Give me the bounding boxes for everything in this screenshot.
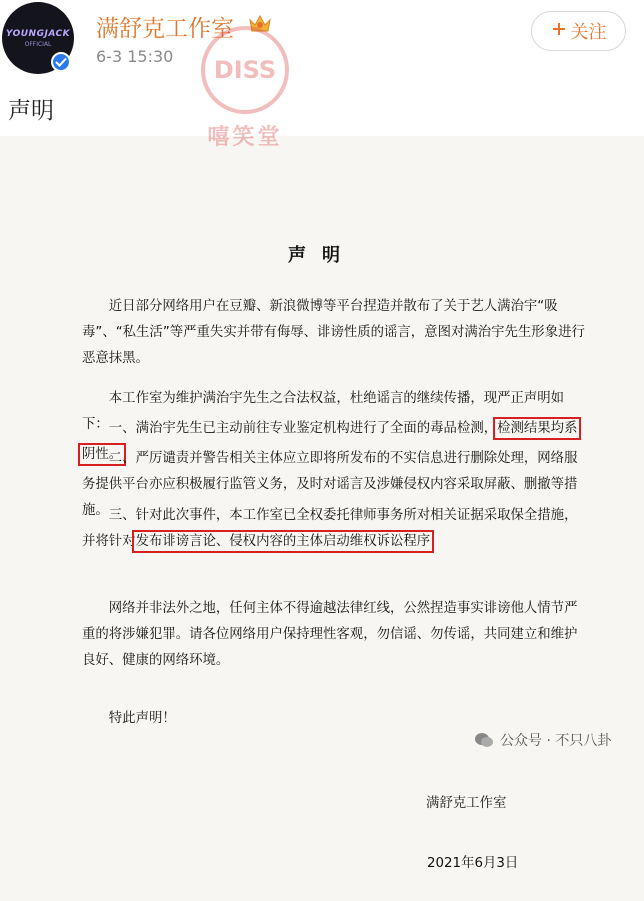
follow-button[interactable] bbox=[531, 11, 626, 51]
highlight-box-1: 检测结果均系阴性。 bbox=[82, 421, 578, 462]
item-1-text: 一、满治宇先生已主动前往专业鉴定机构进行了全面的毒品检测， bbox=[108, 421, 498, 436]
highlight-box-2: 发布诽谤言论、侵权内容的主体启动维权诉讼程序 bbox=[135, 534, 431, 549]
wechat-icon bbox=[474, 732, 494, 748]
post-text: 声明 bbox=[8, 98, 54, 124]
follow-label: 关注 bbox=[570, 22, 607, 43]
paragraph-rumor: 近日部分网络用户在豆瓣、新浪微博等平台捏造并散布了关于艺人满治宇“吸毒”、“私生活”等严重失实并带有侮辱、诽谤性质的谣言，意图对满治宇先生形象进行恶意抹黑。 bbox=[82, 299, 585, 366]
paragraph-warning: 网络并非法外之地，任何主体不得逾越法律红线，公然捏造事实诽谤他人情节严重的将涉嫌犯罪。请各位网络用户保持理性客观，勿信谣、勿传谣，共同建立和维护良好、健康的网络环境。 bbox=[82, 601, 578, 668]
paragraph-intro: 本工作室为维护满治宇先生之合法权益，杜绝谣言的继续传播，现严正声明如下： bbox=[82, 391, 565, 432]
document-title: 声明 bbox=[288, 245, 356, 266]
document-date: 2021年6月3日 bbox=[427, 856, 519, 871]
item-2: 二、严厉谴责并警告相关主体应立即将所发布的不实信息进行删除处理，网络服务提供平台亦应积极履行监管义务，及时对谣言及涉嫌侵权内容采取屏蔽、删撤等措施。 bbox=[82, 451, 578, 518]
source-label: 公众号 · 不只八卦 bbox=[500, 733, 612, 749]
watermark bbox=[190, 56, 300, 296]
closing: 特此声明！ bbox=[108, 711, 176, 726]
watermark-name: 嘻笑堂 bbox=[207, 125, 283, 150]
avatar-line-2: OFFICIAL bbox=[24, 40, 52, 48]
watermark-logo: DISS bbox=[201, 26, 289, 114]
item-3 bbox=[82, 503, 588, 555]
signer: 满舒克工作室 bbox=[426, 796, 507, 811]
plus-icon bbox=[551, 21, 567, 42]
avatar-line-1: YOUNGJACK bbox=[5, 28, 71, 39]
timestamp: 6-3 15:30 bbox=[96, 47, 174, 66]
source-credit bbox=[474, 730, 611, 750]
verified-badge-icon bbox=[51, 52, 71, 72]
item-3-text: 三、针对此次事件，本工作室已全权委托律师事务所对相关证据采取保全措施，并将针对 bbox=[82, 508, 578, 549]
username[interactable]: 满舒克工作室 bbox=[96, 16, 234, 42]
